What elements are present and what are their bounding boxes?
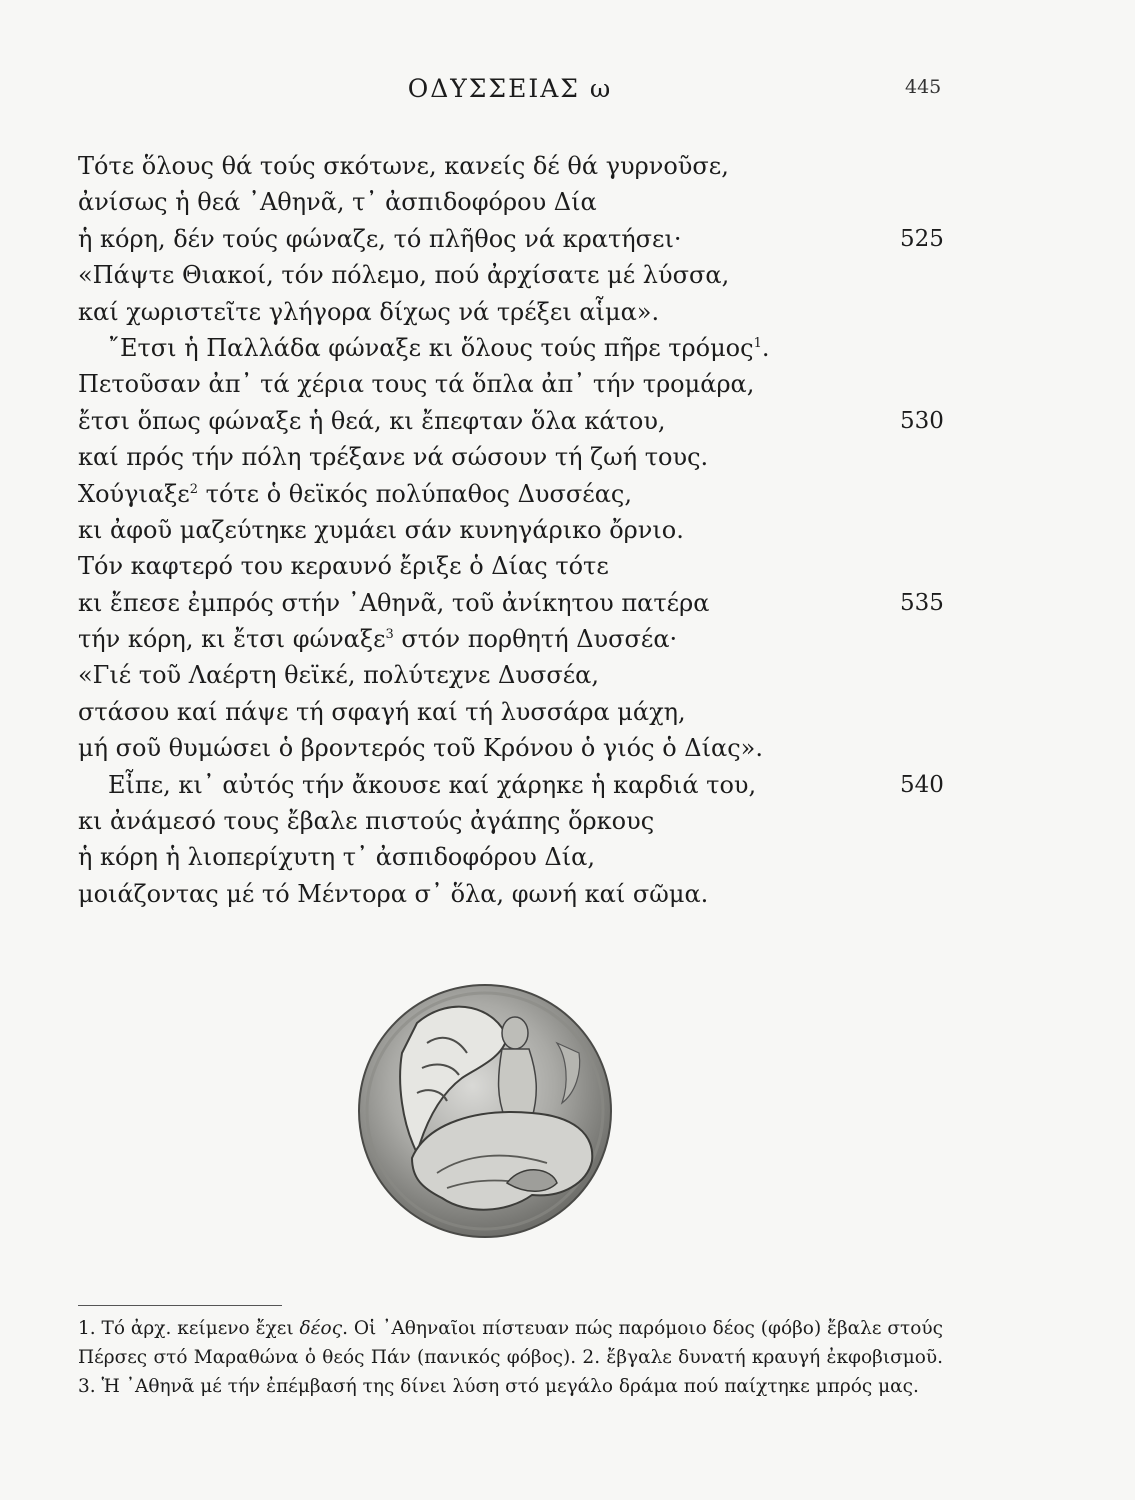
verse-line	[78, 803, 948, 839]
verse-line	[78, 221, 948, 257]
verse-text: τήν κόρη, κι ἔτσι φώναξε	[78, 625, 386, 654]
verse-text: «Πάψτε Θιακοί, τόν πόλεμο, πού ἀρχίσατε μέ λύσσα,	[78, 261, 730, 290]
verse-text: Τόν καφτερό του κεραυνό ἔριξε ὁ Δίας τότε	[78, 552, 609, 581]
verse-line	[78, 366, 948, 402]
footnote-marker: 1	[753, 335, 762, 351]
footnote-text-2: . Οἱ ᾿Αθηναῖοι πίστευαν πώς παρόμοιο δέος (φόβο) ἔβαλε στούς Πέρσες στό Μαραθώνα ὁ θεός Πάν (πανικός φόβος). 2. ἔβγαλε δυνατή κραυγή ἐκφοβισμοῦ. 3. Ἡ ᾿Αθηνᾶ μέ τήν ἐπέμβασή της δίνει λύση στό μεγάλο δράμα πού παίχτηκε μπρός μας.	[78, 1318, 943, 1397]
verse-text: ἡ κόρη, δέν τούς φώναζε, τό πλῆθος νά κρατήσει·	[78, 224, 682, 253]
verse-text: ῎Ετσι ἡ Παλλάδα φώναξε κι ὅλους τούς πῆρε τρόμος	[108, 333, 754, 362]
footnote-divider	[78, 1305, 282, 1306]
verse-text: ἡ κόρη ἡ λιοπερίχυτη τ᾿ ἀσπιδοφόρου Δία,	[78, 843, 595, 872]
verse-text: κι ἀφοῦ μαζεύτηκε χυμάει σάν κυνηγάρικο ὄρνιο.	[78, 515, 684, 544]
verse-line	[78, 767, 948, 803]
verse-line	[78, 839, 948, 875]
verse-line	[78, 257, 948, 293]
verse-text-tail: .	[761, 333, 770, 362]
verse-text: στάσου καί πάψε τή σφαγή καί τή λυσσάρα μάχη,	[78, 697, 686, 726]
verse-text: μοιάζοντας μέ τό Μέντορα σ᾿ ὅλα, φωνή καί σῶμα.	[78, 879, 709, 908]
verse-line	[78, 294, 948, 330]
page-number: 445	[905, 76, 942, 98]
verse-line	[78, 621, 948, 657]
footnotes	[78, 1314, 943, 1401]
verse-text-tail: στόν πορθητή Δυσσέα·	[393, 625, 678, 654]
verse-line-number: 530	[900, 407, 944, 434]
poem-text	[78, 148, 948, 912]
verse-text: Τότε ὅλους θά τούς σκότωνε, κανείς δέ θά γυρνοῦσε,	[78, 152, 729, 180]
running-head-title: ΟΔΥΣΣΕΙΑΣ ω	[407, 74, 613, 103]
verse-line	[78, 148, 948, 184]
verse-text: Πετοῦσαν ἀπ᾿ τά χέρια τους τά ὅπλα ἀπ᾿ τήν τρομάρα,	[78, 370, 755, 399]
verse-text: μή σοῦ θυμώσει ὁ βροντερός τοῦ Κρόνου ὁ γιός ὁ Δίας».	[78, 734, 763, 763]
verse-line	[78, 330, 948, 366]
footnote-text-1: 1. Τό ἀρχ. κείμενο ἔχει	[78, 1318, 300, 1339]
verse-line	[78, 476, 948, 512]
verse-text: καί χωριστεῖτε γλήγορα δίχως νά τρέξει αἷμα».	[78, 297, 660, 326]
verse-text: κι ἔπεσε ἐμπρός στήν ᾿Αθηνᾶ, τοῦ ἀνίκητου πατέρα	[78, 588, 710, 617]
footnote-italic-word: δέος	[299, 1318, 343, 1339]
verse-line-number: 535	[900, 589, 944, 616]
verse-text: Εἶπε, κι᾿ αὐτός τήν ἄκουσε καί χάρηκε ἡ καρδιά του,	[108, 770, 757, 799]
verse-text: «Γιέ τοῦ Λαέρτη θεϊκέ, πολύτεχνε Δυσσέα,	[78, 661, 599, 690]
verse-text: καί πρός τήν πόλη τρέξανε νά σώσουν τή ζωή τους.	[78, 443, 709, 472]
verse-line	[78, 730, 948, 766]
verse-line-number: 540	[900, 771, 944, 798]
verse-line	[78, 512, 948, 548]
verse-line	[78, 585, 948, 621]
verse-line	[78, 694, 948, 730]
coin-relief-image	[357, 983, 613, 1239]
verse-text: ἔτσι ὅπως φώναξε ἡ θεά, κι ἔπεφταν ὅλα κάτου,	[78, 406, 666, 435]
footnote-marker: 3	[385, 627, 394, 643]
verse-text-tail: τότε ὁ θεϊκός πολύπαθος Δυσσέας,	[198, 479, 632, 508]
verse-text: Χούγιαξε	[78, 479, 190, 508]
footnote-marker: 2	[189, 481, 199, 497]
verse-line	[78, 876, 948, 912]
verse-text: ἀνίσως ἡ θεά ᾿Αθηνᾶ, τ᾿ ἀσπιδοφόρου Δία	[78, 188, 597, 217]
verse-line-number: 525	[900, 225, 944, 252]
verse-line	[78, 548, 948, 584]
verse-line	[78, 403, 948, 439]
verse-text: κι ἀνάμεσό τους ἔβαλε πιστούς ἀγάπης ὅρκους	[78, 807, 655, 836]
verse-line	[78, 657, 948, 693]
verse-line	[78, 439, 948, 475]
verse-line	[78, 184, 948, 220]
